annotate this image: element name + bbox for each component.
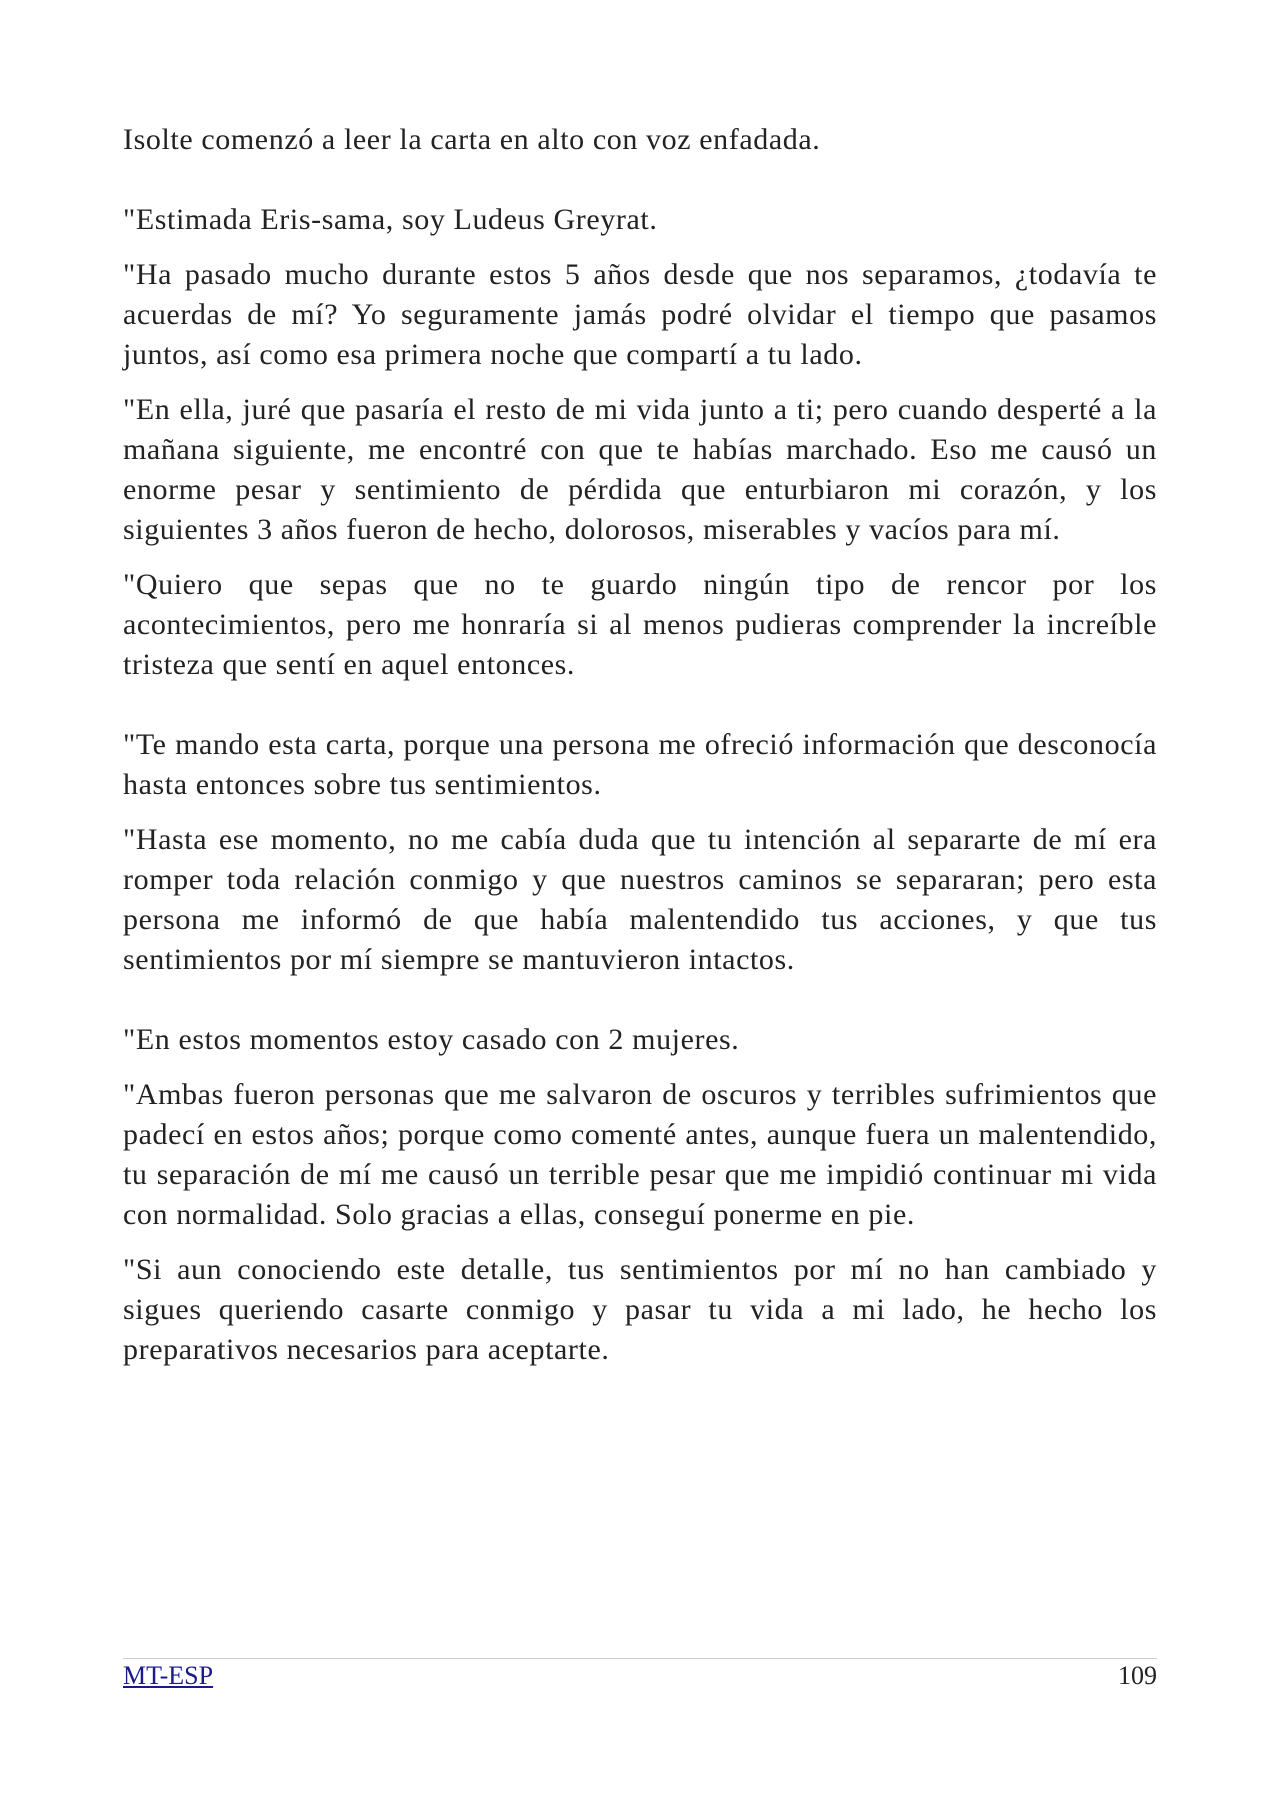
- page-number: 109: [1118, 1661, 1157, 1690]
- paragraph-10: "Si aun conociendo este detalle, tus sentimientos por mí no han cambiado y sigues queriendo casarte conmigo y pasar tu vida a mi lado, he hecho los preparativos necesarios para aceptarte.: [123, 1253, 1157, 1366]
- page-body: [123, 120, 1157, 1370]
- footer-source-link[interactable]: MT-ESP: [123, 1661, 214, 1690]
- paragraph-6: "Te mando esta carta, porque una persona me ofreció información que desconocía hasta entonces sobre tus sentimientos.: [123, 728, 1157, 801]
- paragraph-2: "Estimada Eris-sama, soy Ludeus Greyrat.: [123, 203, 658, 236]
- paragraph-4: "En ella, juré que pasaría el resto de mi vida junto a ti; pero cuando desperté a la mañana siguiente, me encontré con que te habías marchado. Eso me causó un enorme pesar y sentimiento de pérdida que enturbiaron mi corazón, y los siguientes 3 años fueron de hecho, dolorosos, miserables y vacíos para mí.: [123, 393, 1157, 546]
- paragraph-3: "Ha pasado mucho durante estos 5 años desde que nos separamos, ¿todavía te acuerdas de mí? Yo seguramente jamás podré olvidar el tiempo que pasamos juntos, así como esa primera noche que compartí a tu lado.: [123, 258, 1157, 371]
- paragraph-8: "En estos momentos estoy casado con 2 mujeres.: [123, 1023, 740, 1056]
- paragraph-7: "Hasta ese momento, no me cabía duda que tu intención al separarte de mí era romper toda relación conmigo y que nuestros caminos se separaran; pero esta persona me informó de que había malentendido tus acciones, y que tus sentimientos por mí siempre se mantuvieron intactos.: [123, 823, 1157, 976]
- paragraph-5: "Quiero que sepas que no te guardo ningún tipo de rencor por los acontecimientos, pero me honraría si al menos pudieras comprender la increíble tristeza que sentí en aquel entonces.: [123, 568, 1157, 681]
- footer-divider: [123, 1658, 1157, 1659]
- paragraph-1: Isolte comenzó a leer la carta en alto con voz enfadada.: [123, 123, 821, 156]
- paragraph-9: "Ambas fueron personas que me salvaron de oscuros y terribles sufrimientos que padecí en estos años; porque como comenté antes, aunque fuera un malentendido, tu separación de mí me causó un terrible pesar que me impidió continuar mi vida con normalidad. Solo gracias a ellas, conseguí ponerme en pie.: [123, 1078, 1157, 1231]
